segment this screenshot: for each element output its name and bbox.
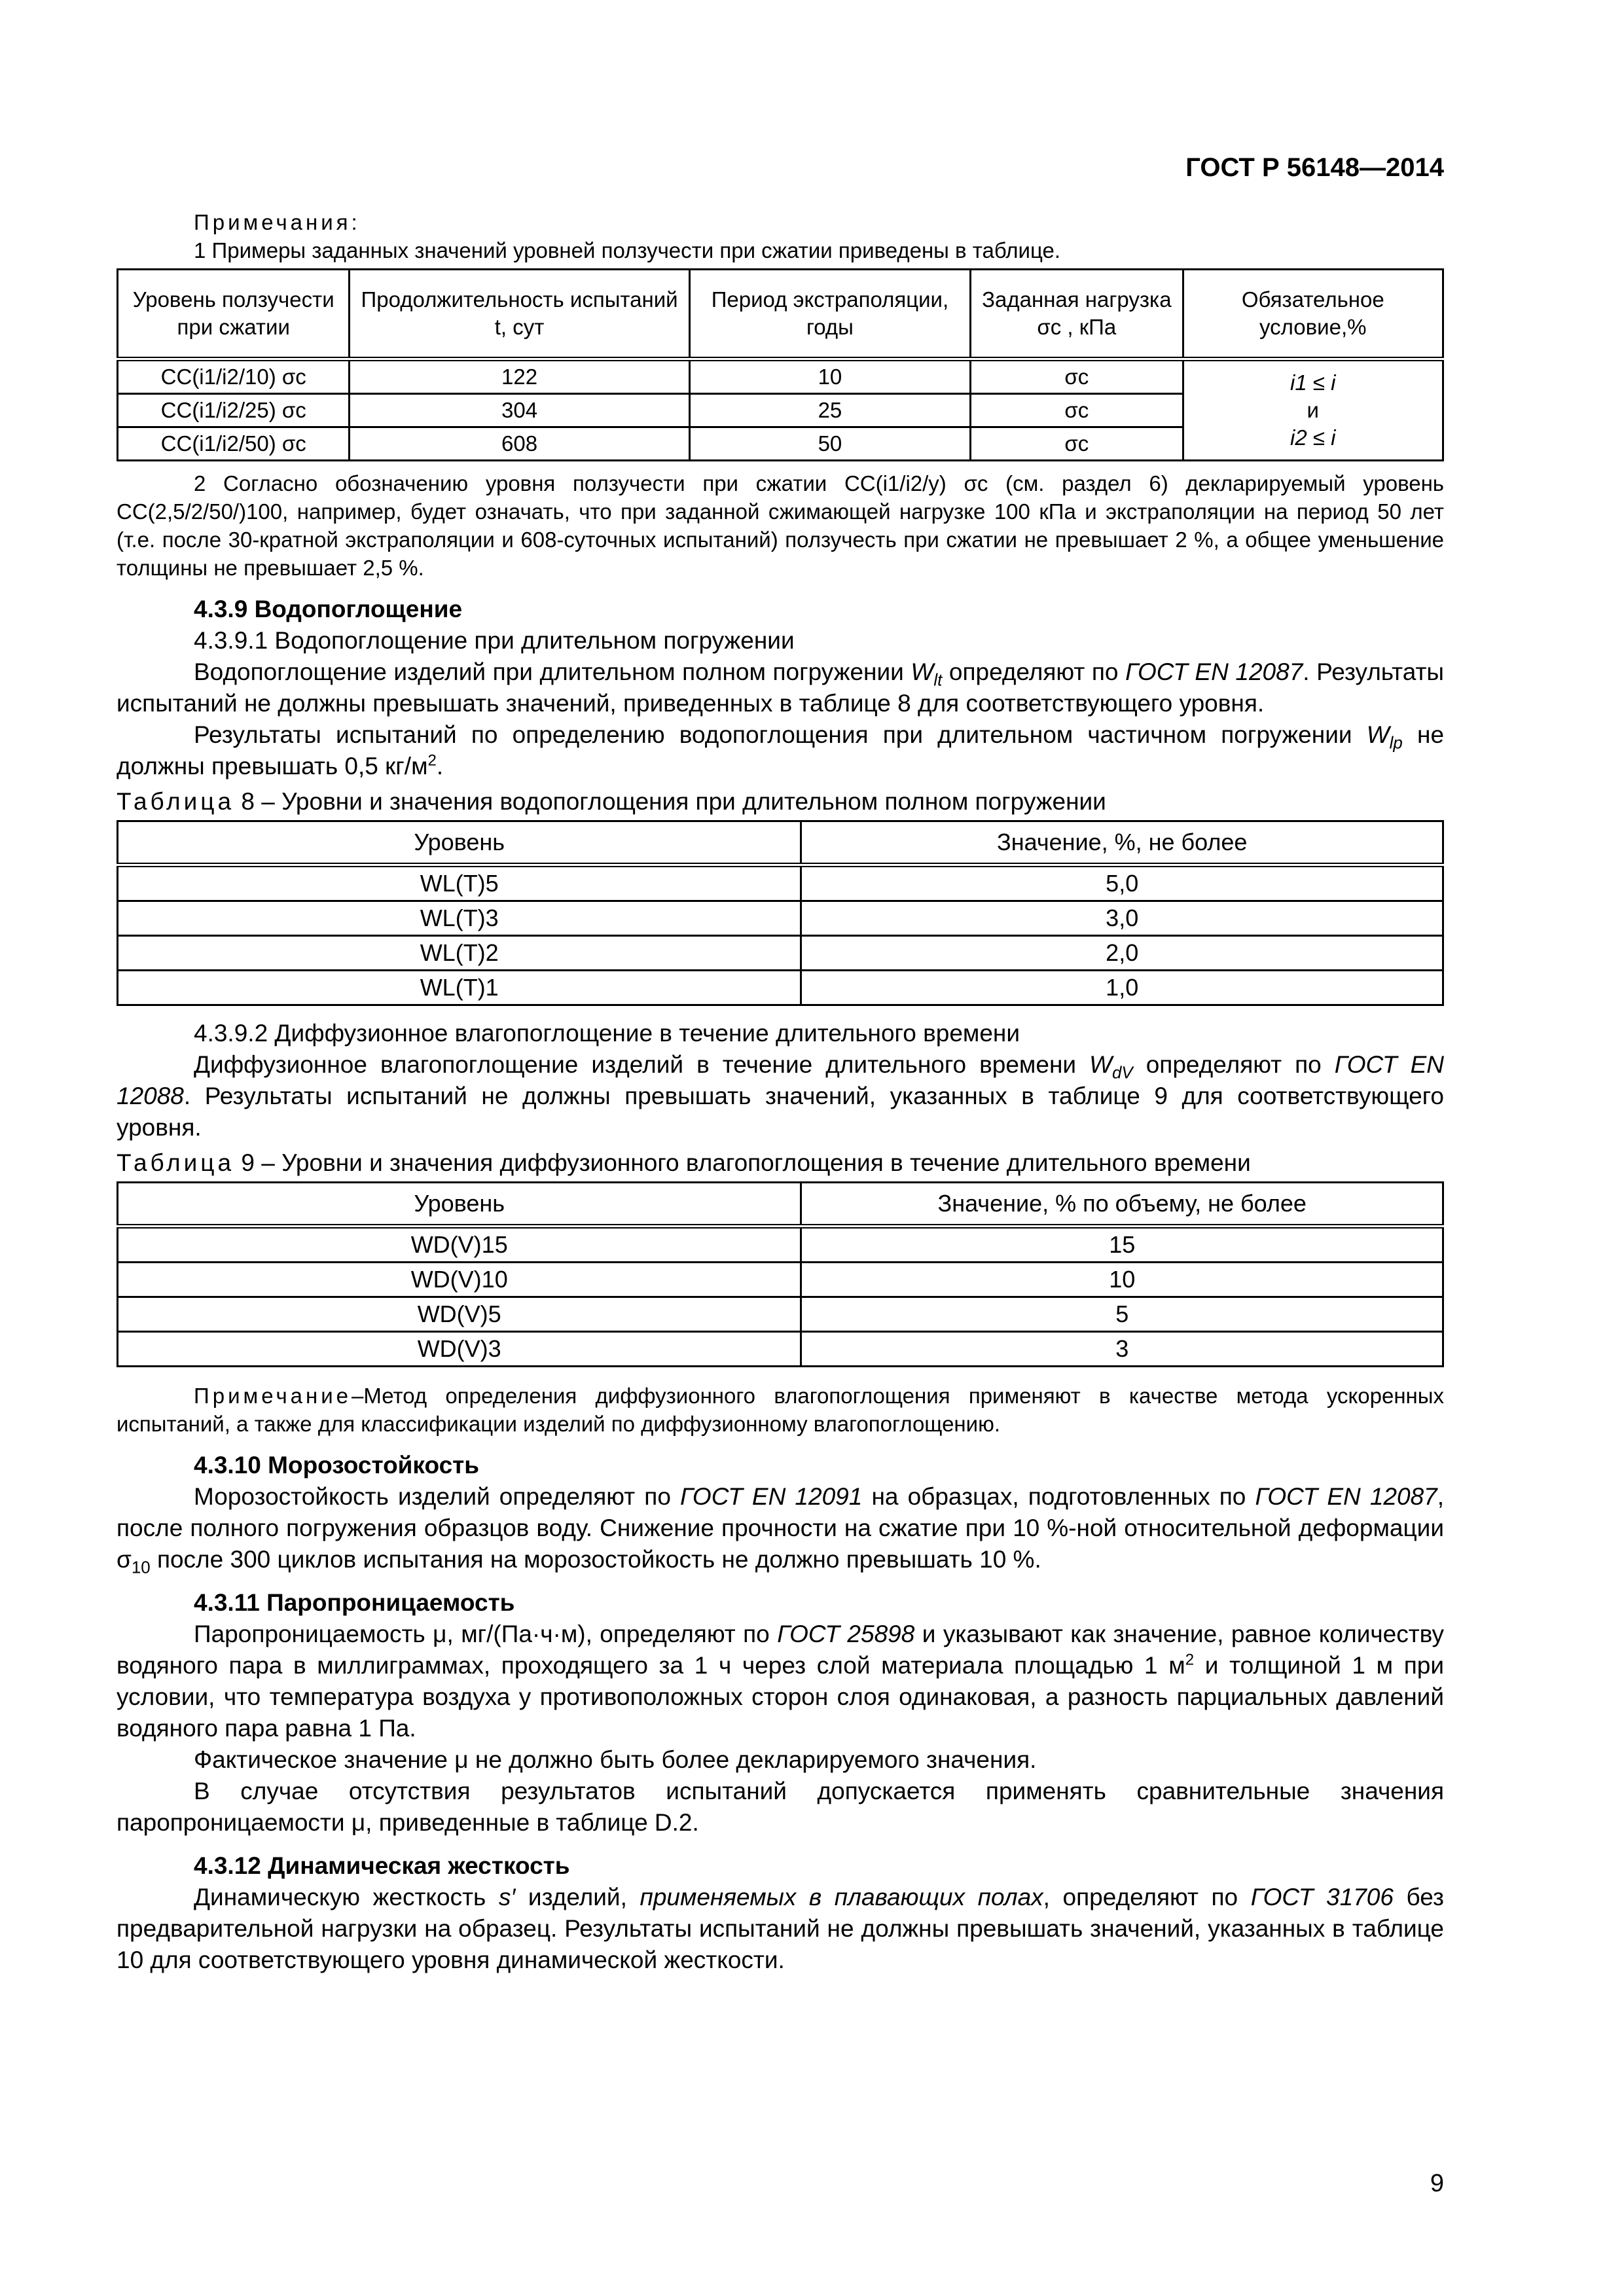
table-8	[117, 820, 1444, 1006]
header-cell: Уровень	[118, 821, 801, 865]
period-cell: 10	[689, 359, 970, 394]
value-cell: 3	[801, 1332, 1443, 1367]
paragraph-water-absorption: Водопоглощение изделий при длительном полном погружении $W_{lt}$ определяют по ГОСТ EN 12087. Результаты испытаний не должны превышать значений, приведенных в таблице 8 для соответствующего уровня.	[117, 658, 1445, 717]
condition-line: i1 ≤ i	[1290, 370, 1336, 395]
table-row	[118, 1332, 1443, 1367]
table-row	[118, 359, 1443, 394]
header-cell: Уровень	[118, 1183, 801, 1227]
standard-reference: ГОСТ EN 12087	[1125, 658, 1303, 685]
condition-cell	[1183, 359, 1443, 461]
period-cell: 50	[689, 427, 970, 461]
value-cell: 10	[801, 1263, 1443, 1297]
standard-reference: ГОСТ EN 12087	[1255, 1483, 1437, 1510]
standard-reference: ГОСТ 25898	[777, 1621, 915, 1647]
paragraph-vapour-permeability: Паропроницаемость μ, мг/(Па·ч·м), определяют по ГОСТ 25898 и указывают как значение, равное количеству водяного пара в миллиграммах, проходящего за 1 ч через слой материала площадью 1 $м^2$ и толщиной 1 м при условии, что температура воздуха у противоположных сторон слоя одинаковая, а разность парциальных давлений водяного пара равна 1 Па.	[117, 1621, 1445, 1742]
table-9-caption: Таблица 9 – Уровни и значения диффузионного влагопоглощения в течение длительного времени	[117, 1149, 1251, 1176]
creep-levels-table	[117, 268, 1444, 461]
period-cell: 25	[689, 394, 970, 427]
level-cell: WL(T)5	[118, 865, 801, 901]
load-cell: σc	[971, 359, 1183, 394]
table-header-row	[118, 270, 1443, 359]
standard-reference: ГОСТ 31706	[1250, 1884, 1394, 1910]
duration-cell: 122	[350, 359, 689, 394]
header-cell: Значение, % по объему, не более	[801, 1183, 1443, 1227]
table-9-note: Примечание–Метод определения диффузионного влагопоглощения применяют в качестве метода ускоренных испытаний, а также для классификации изделий по диффузионному влагопоглощению.	[117, 1384, 1444, 1436]
duration-cell: 304	[350, 394, 689, 427]
value-cell: 2,0	[801, 936, 1443, 971]
table-row	[118, 971, 1443, 1005]
header-cell: Продолжительность испытаний t, сут	[350, 270, 689, 359]
paragraph-vapour-comparison: В случае отсутствия результатов испытаний допускается применять сравнительные значения паропроницаемости μ, приведенные в таблице D.2.	[117, 1778, 1444, 1836]
table-8-caption: Таблица 8 – Уровни и значения водопоглощения при длительном полном погружении	[117, 788, 1106, 815]
level-cell: WD(V)3	[118, 1332, 801, 1367]
section-heading-4-3-11: 4.3.11 Паропроницаемость	[194, 1589, 515, 1616]
table-row	[118, 865, 1443, 901]
level-cell: WL(T)3	[118, 901, 801, 936]
paragraph-frost-resistance: Морозостойкость изделий определяют по ГОСТ EN 12091 на образцах, подготовленных по ГОСТ EN 12087, после полного погружения образцов воду. Снижение прочности на сжатие при 10 %-ной относительной деформации $\sigma_{10}$ после 300 циклов испытания на морозостойкость не должно превышать 10 %.	[117, 1483, 1445, 1577]
standard-reference: ГОСТ EN 12091	[680, 1483, 863, 1510]
level-cell: WL(T)1	[118, 971, 801, 1005]
duration-cell: 608	[350, 427, 689, 461]
header-cell: Значение, %, не более	[801, 821, 1443, 865]
level-cell: CC(i1/i2/25) σc	[118, 394, 350, 427]
level-cell: CC(i1/i2/50) σc	[118, 427, 350, 461]
page-number: 9	[1430, 2170, 1444, 2197]
note-1: 1 Примеры заданных значений уровней ползучести при сжатии приведены в таблице.	[194, 238, 1061, 262]
paragraph-vapour-actual-value: Фактическое значение μ не должно быть более декларируемого значения.	[194, 1746, 1037, 1773]
value-cell: 1,0	[801, 971, 1443, 1005]
condition-line: i2 ≤ i	[1290, 425, 1336, 450]
header-cell: Уровень ползучести при сжатии	[118, 270, 350, 359]
paragraph-diffusion-absorption: Диффузионное влагопоглощение изделий в течение длительного времени $W_{dV}$ определяют по ГОСТ EN 12088. Результаты испытаний не должны превышать значений, указанных в таблице 9 для соответствующего уровня.	[117, 1051, 1444, 1141]
header-cell: Заданная нагрузка σc , кПа	[971, 270, 1183, 359]
page-body	[117, 208, 1444, 1976]
table-row	[118, 1263, 1443, 1297]
paragraph-partial-immersion: Результаты испытаний по определению водопоглощения при длительном частичном погружении $W_{lp}$ не должны превышать 0,5 $кг/м^2$.	[117, 721, 1445, 780]
table-header-row	[118, 1183, 1443, 1227]
level-cell: CC(i1/i2/10) σc	[118, 359, 350, 394]
document-page	[117, 0, 1444, 2296]
header-cell: Обязательное условие,%	[1183, 270, 1443, 359]
section-heading-4-3-9: 4.3.9 Водопоглощение	[194, 596, 463, 622]
level-cell: WD(V)15	[118, 1227, 801, 1263]
level-cell: WD(V)10	[118, 1263, 801, 1297]
table-9	[117, 1181, 1444, 1367]
level-cell: WD(V)5	[118, 1297, 801, 1332]
load-cell: σc	[971, 394, 1183, 427]
note-2: 2 Согласно обозначению уровня ползучести при сжатии CC(i1/i2/y) σc (см. раздел 6) декларируемый уровень CC(2,5/2/50/)100, например, будет означать, что при заданной сжимающей нагрузке 100 кПа и экстраполяции на период 50 лет (т.е. после 30-кратной экстраполяции и 608-суточных испытаний) ползучесть при сжатии не превышает 2 %, а общее уменьшение толщины не превышает 2,5 %.	[117, 471, 1444, 580]
table-header-row	[118, 821, 1443, 865]
value-cell: 5,0	[801, 865, 1443, 901]
table-row	[118, 936, 1443, 971]
section-heading-4-3-10: 4.3.10 Морозостойкость	[194, 1452, 480, 1479]
subsection-heading-4-3-9-1: 4.3.9.1 Водопоглощение при длительном погружении	[194, 627, 795, 654]
header-cell: Период экстраполяции, годы	[689, 270, 970, 359]
standard-header: ГОСТ Р 56148—2014	[1185, 153, 1444, 182]
condition-line: и	[1307, 398, 1319, 422]
paragraph-dynamic-stiffness: Динамическую жесткость s′ изделий, применяемых в плавающих полах, определяют по ГОСТ 31706 без предварительной нагрузки на образец. Результаты испытаний не должны превышать значений, указанных в таблице 10 для соответствующего уровня динамической жесткости.	[117, 1884, 1445, 1973]
table-row	[118, 1297, 1443, 1332]
table-row	[118, 1227, 1443, 1263]
notes-label: Примечания:	[194, 210, 361, 234]
load-cell: σc	[971, 427, 1183, 461]
subsection-heading-4-3-9-2: 4.3.9.2 Диффузионное влагопоглощение в течение длительного времени	[194, 1020, 1020, 1047]
section-heading-4-3-12: 4.3.12 Динамическая жесткость	[194, 1852, 570, 1879]
value-cell: 3,0	[801, 901, 1443, 936]
table-row	[118, 901, 1443, 936]
level-cell: WL(T)2	[118, 936, 801, 971]
value-cell: 15	[801, 1227, 1443, 1263]
standard-reference: ГОСТ EN 12088	[117, 1051, 1444, 1109]
value-cell: 5	[801, 1297, 1443, 1332]
